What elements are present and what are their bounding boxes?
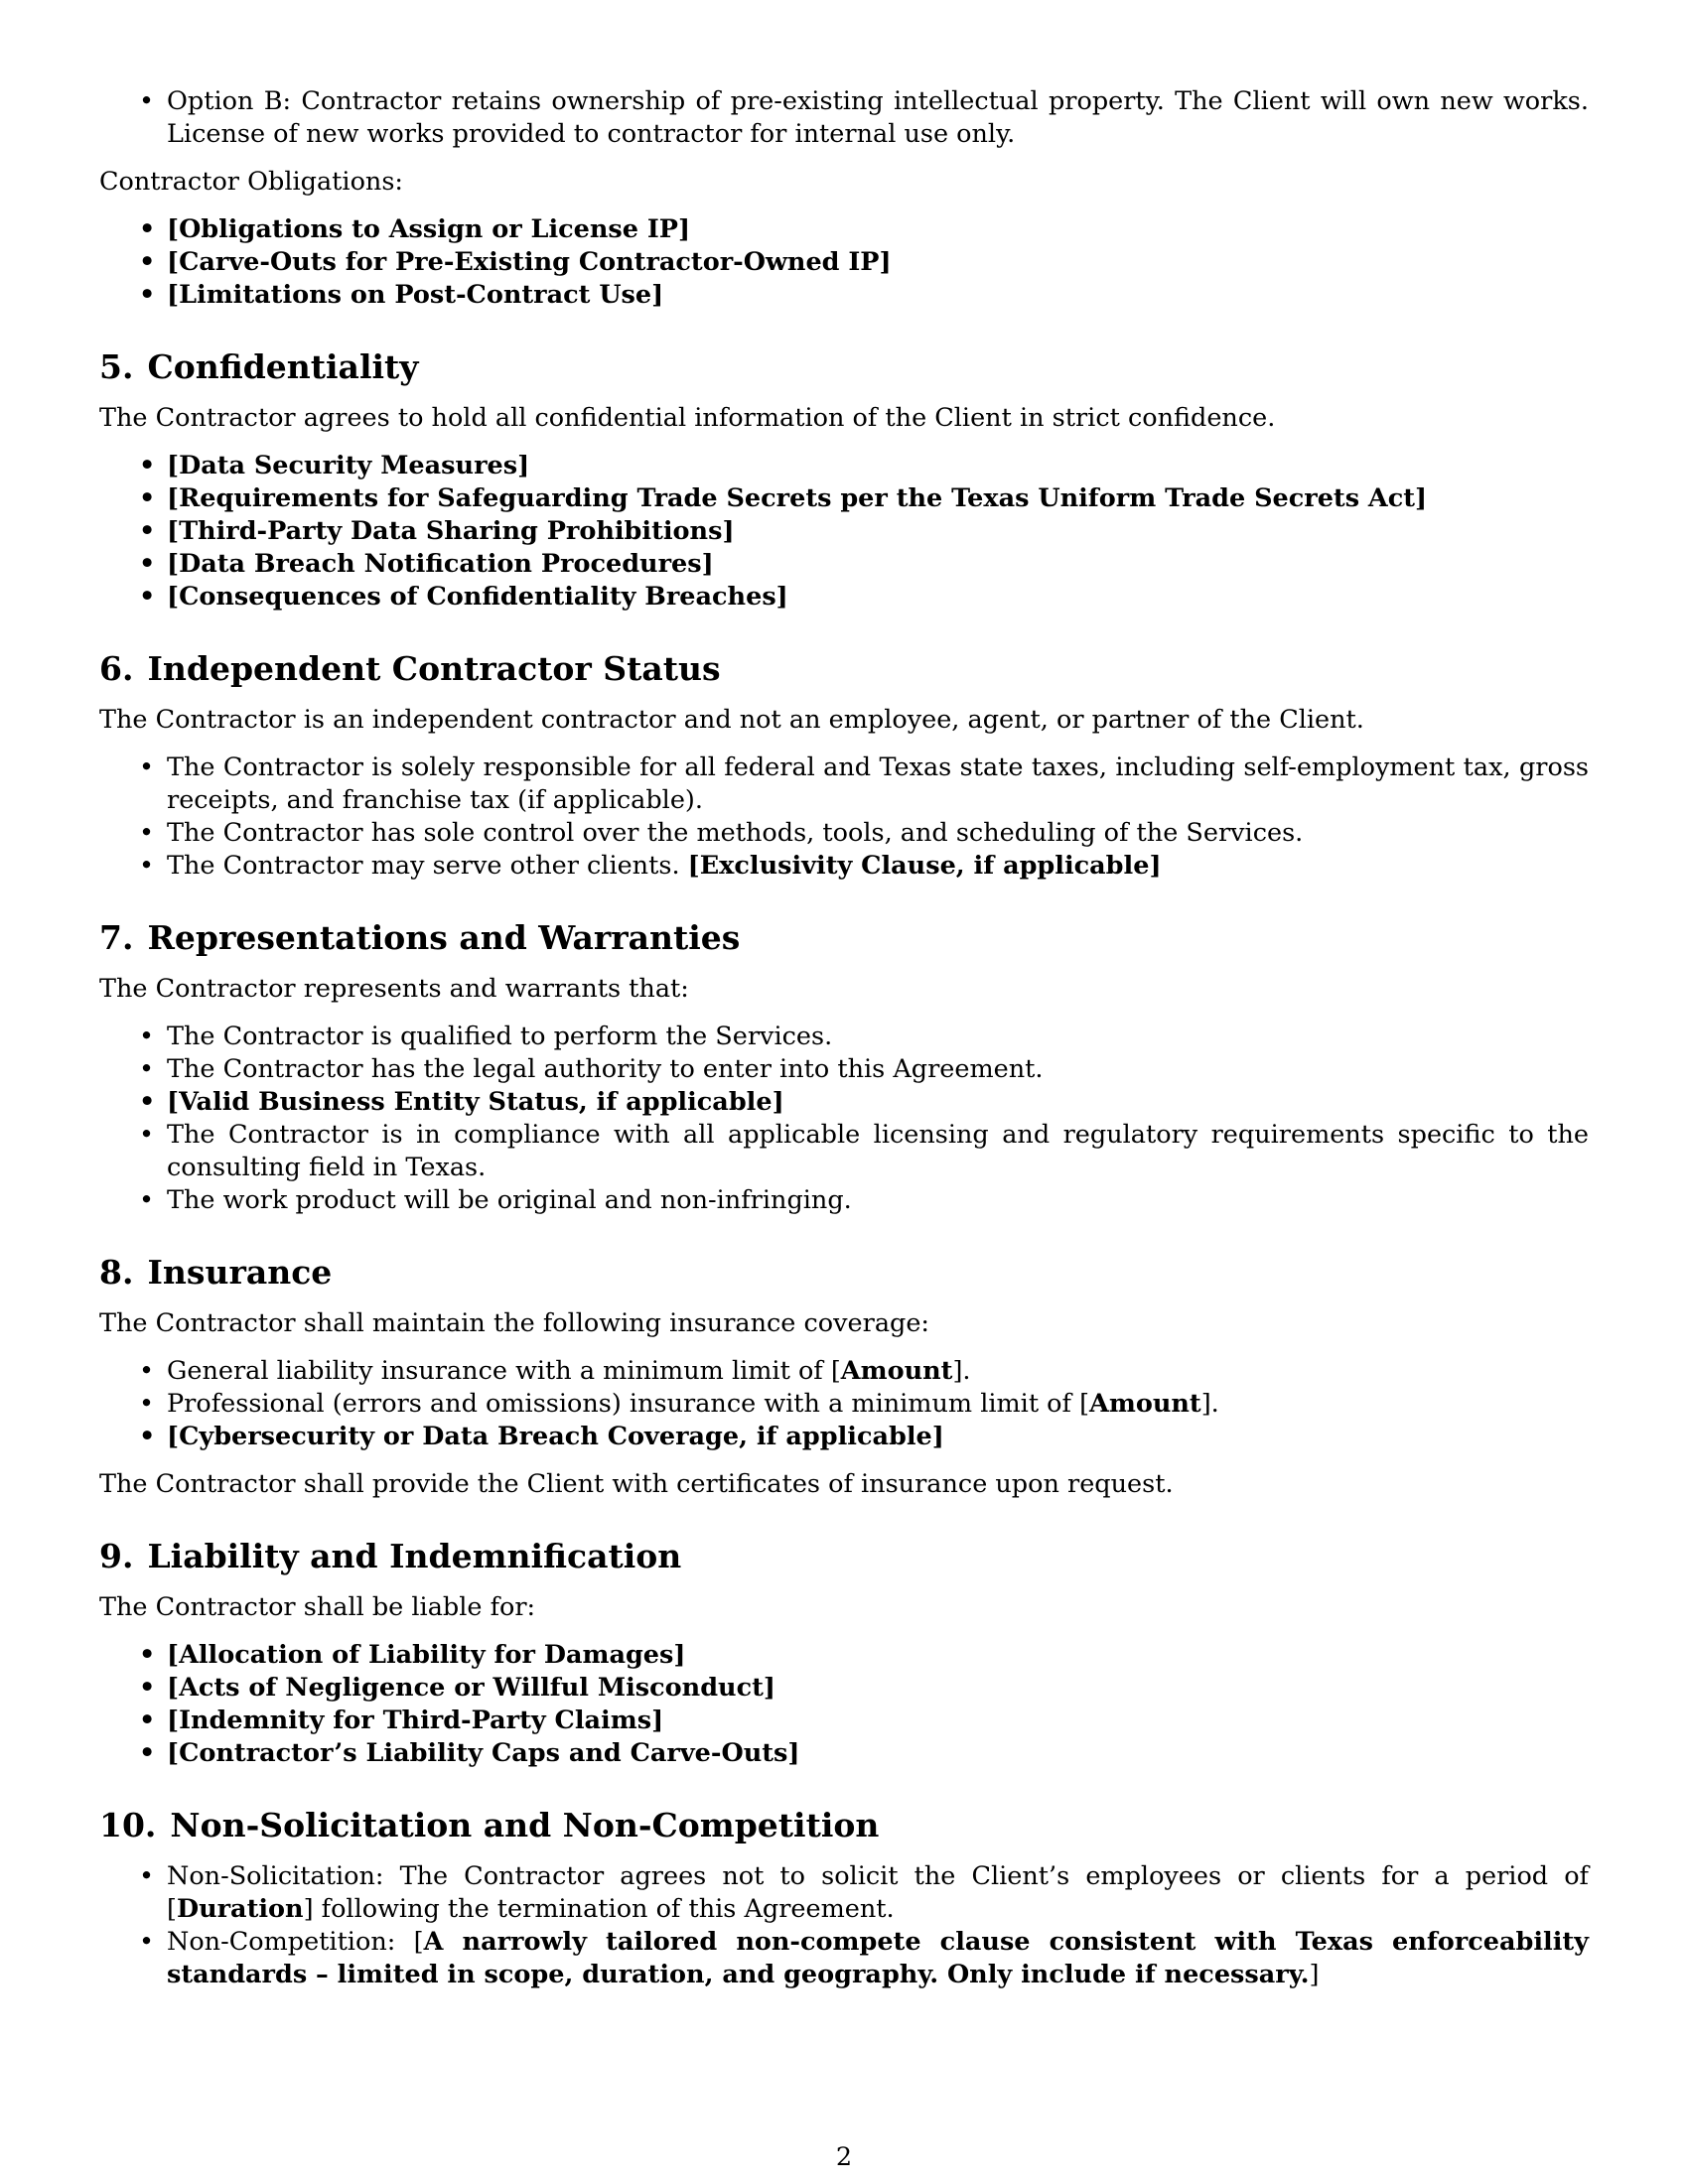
placeholder-text: Acts of Negligence or Willful Misconduct xyxy=(179,1673,764,1703)
placeholder-text: Valid Business Entity Status, if applicable xyxy=(179,1087,773,1117)
placeholder-text: Amount xyxy=(1089,1389,1201,1419)
contractor-obligations-label: Contractor Obligations: xyxy=(99,167,404,197)
section-8-lead: The Contractor shall maintain the following insurance coverage: xyxy=(99,1308,930,1338)
item-text: following the termination of this Agreement. xyxy=(321,1894,895,1924)
list-item: • [Data Security Measures] xyxy=(167,450,1589,482)
placeholder-text: Amount xyxy=(840,1356,953,1386)
section-number: 9. xyxy=(99,1537,134,1575)
option-b-text: Option B: Contractor retains ownership of pre-existing intellectual property. The Client will own new works. License of new works provided to contractor for internal use only. xyxy=(167,86,1589,149)
section-number: 5. xyxy=(99,347,134,386)
item-text: Professional (errors and omissions) insurance with a minimum limit of xyxy=(167,1389,1071,1419)
item-text: Non-Solicitation: The Contractor agrees not to solicit the Client’s employees or clients for a period of xyxy=(167,1861,1589,1891)
item-text: The Contractor may serve other clients. xyxy=(167,851,680,881)
placeholder-text: Cybersecurity or Data Breach Coverage, if applicable xyxy=(179,1422,932,1451)
section-8-list xyxy=(99,1355,1589,1453)
placeholder-text: Data Security Measures xyxy=(179,451,518,480)
section-heading-9 xyxy=(99,1537,1589,1576)
item-text: Non-Competition: xyxy=(167,1927,396,1957)
item-text: The Contractor is in compliance with all applicable licensing and regulatory requirements specific to the consulting field in Texas. xyxy=(167,1120,1589,1182)
list-item xyxy=(167,85,1589,151)
placeholder-text: Indemnity for Third-Party Claims xyxy=(179,1706,652,1735)
placeholder-text: Data Breach Notification Procedures xyxy=(179,549,702,579)
list-item: • [Valid Business Entity Status, if applicable] xyxy=(167,1086,1589,1119)
section-heading-8 xyxy=(99,1253,1589,1293)
section-heading-6 xyxy=(99,649,1589,689)
placeholder-text: Contractor’s Liability Caps and Carve-Outs xyxy=(179,1738,788,1768)
section-title: Non-Solicitation and Non-Competition xyxy=(170,1806,880,1844)
list-item: • [Allocation of Liability for Damages] xyxy=(167,1639,1589,1672)
section-title: Representations and Warranties xyxy=(147,918,741,957)
section-heading-10 xyxy=(99,1806,1589,1845)
list-item xyxy=(167,1021,1589,1053)
section-title: Liability and Indemnification xyxy=(147,1537,682,1575)
item-text: The Contractor is solely responsible for all federal and Texas state taxes, including self-employment tax, gross receipts, and franchise tax (if applicable). xyxy=(167,752,1589,815)
section-7-lead: The Contractor represents and warrants that: xyxy=(99,974,689,1004)
item-text: The Contractor has sole control over the methods, tools, and scheduling of the Services. xyxy=(167,818,1304,848)
placeholder-text: A narrowly tailored non-compete clause consistent with Texas enforceability standards – limited in scope, duration, and geography. Only include if necessary. xyxy=(167,1927,1589,1989)
placeholder-text: Requirements for Safeguarding Trade Secrets per the Texas Uniform Trade Secrets Act xyxy=(179,483,1416,513)
list-item: • Non-Competition: [A narrowly tailored non-compete clause consistent with Texas enforceability standards – limited in scope, duration, and geography. Only include if necessary.] xyxy=(167,1926,1589,1991)
placeholder-text: Carve-Outs for Pre-Existing Contractor-Owned IP xyxy=(179,247,880,277)
section-10-list xyxy=(99,1860,1589,1991)
section-number: 6. xyxy=(99,649,134,688)
placeholder-text: Obligations to Assign or License IP xyxy=(179,214,678,244)
list-item: • [Acts of Negligence or Willful Misconduct] xyxy=(167,1672,1589,1705)
section-number: 10. xyxy=(99,1806,157,1844)
section-number: 8. xyxy=(99,1253,134,1292)
placeholder-text: Allocation of Liability for Damages xyxy=(179,1640,674,1670)
list-item: • General liability insurance with a minimum limit of [Amount]. xyxy=(167,1355,1589,1388)
list-item: • [Third-Party Data Sharing Prohibitions] xyxy=(167,515,1589,548)
list-item xyxy=(167,1119,1589,1184)
list-item xyxy=(167,751,1589,817)
list-item: • [Cybersecurity or Data Breach Coverage, if applicable] xyxy=(167,1421,1589,1453)
list-item: • [Data Breach Notification Procedures] xyxy=(167,548,1589,581)
placeholder-text: Third-Party Data Sharing Prohibitions xyxy=(179,516,723,546)
list-item: • Non-Solicitation: The Contractor agrees not to solicit the Client’s employees or clients for a period of [Duration] following the termination of this Agreement. xyxy=(167,1860,1589,1926)
placeholder-text: Exclusivity Clause, if applicable xyxy=(699,851,1150,881)
list-item xyxy=(167,1053,1589,1086)
list-item xyxy=(167,817,1589,850)
section-6-list xyxy=(99,751,1589,883)
document-page xyxy=(99,85,1589,1991)
section-5-list xyxy=(99,450,1589,614)
list-item xyxy=(167,1184,1589,1217)
placeholder-text: Duration xyxy=(176,1894,304,1924)
list-item: • [Consequences of Confidentiality Breaches] xyxy=(167,581,1589,614)
section-7-list xyxy=(99,1021,1589,1217)
section-title: Independent Contractor Status xyxy=(147,649,721,688)
placeholder-text: Limitations on Post-Contract Use xyxy=(179,280,652,310)
section-9-list xyxy=(99,1639,1589,1770)
contractor-obligations-list xyxy=(99,213,1589,312)
section-heading-7 xyxy=(99,918,1589,958)
list-item: • [Limitations on Post-Contract Use] xyxy=(167,279,1589,312)
section-title: Confidentiality xyxy=(147,347,419,386)
list-item: • [Requirements for Safeguarding Trade Secrets per the Texas Uniform Trade Secrets Act] xyxy=(167,482,1589,515)
item-text: The work product will be original and non-infringing. xyxy=(167,1185,852,1215)
list-item: • [Contractor’s Liability Caps and Carve-Outs] xyxy=(167,1737,1589,1770)
intro-bullet-list xyxy=(99,85,1589,151)
page-number: 2 xyxy=(835,2142,853,2172)
item-text: The Contractor has the legal authority to enter into this Agreement. xyxy=(167,1054,1044,1084)
list-item: • The Contractor may serve other clients. [Exclusivity Clause, if applicable] xyxy=(167,850,1589,883)
item-text: General liability insurance with a minimum limit of xyxy=(167,1356,823,1386)
list-item: • Professional (errors and omissions) insurance with a minimum limit of [Amount]. xyxy=(167,1388,1589,1421)
section-9-lead: The Contractor shall be liable for: xyxy=(99,1592,536,1622)
list-item: • [Obligations to Assign or License IP] xyxy=(167,213,1589,246)
section-6-lead: The Contractor is an independent contractor and not an employee, agent, or partner of the Client. xyxy=(99,705,1364,735)
section-8-after: The Contractor shall provide the Client with certificates of insurance upon request. xyxy=(99,1469,1174,1499)
item-text: The Contractor is qualified to perform the Services. xyxy=(167,1022,833,1051)
section-number: 7. xyxy=(99,918,134,957)
section-heading-5 xyxy=(99,347,1589,387)
list-item: • [Indemnity for Third-Party Claims] xyxy=(167,1705,1589,1737)
section-5-lead: The Contractor agrees to hold all confidential information of the Client in strict confidence. xyxy=(99,403,1276,433)
list-item: • [Carve-Outs for Pre-Existing Contractor-Owned IP] xyxy=(167,246,1589,279)
placeholder-text: Consequences of Confidentiality Breaches xyxy=(179,582,776,612)
section-title: Insurance xyxy=(147,1253,333,1292)
